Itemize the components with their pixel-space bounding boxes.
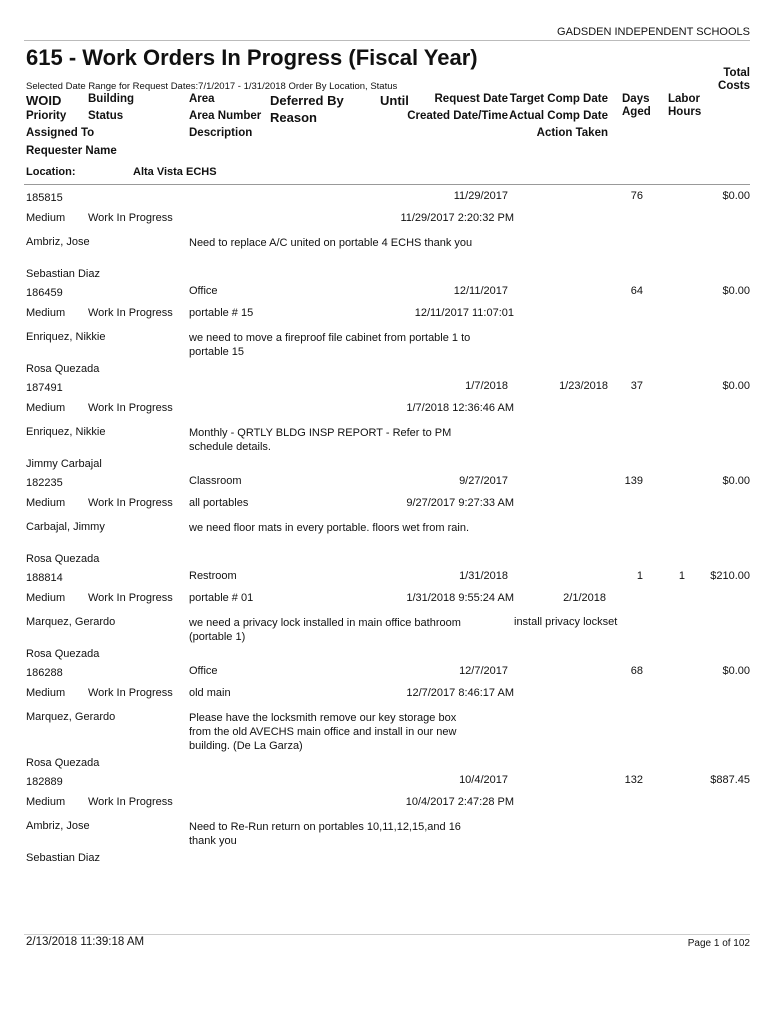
col-total-costs-1: Total	[723, 67, 750, 79]
status: Work In Progress	[88, 402, 173, 414]
description: Please have the locksmith remove our key storage box from the old AVECHS main office and install in our new building. (De La Garza)	[189, 712, 457, 752]
col-labor-hours-1: Labor	[668, 93, 700, 105]
footer-divider	[24, 934, 750, 935]
days-aged: 64	[630, 285, 643, 297]
assigned-to: Ambriz, Jose	[26, 236, 90, 248]
assigned-to: Enriquez, Nikkie	[26, 331, 106, 343]
col-assigned-to: Assigned To	[26, 127, 95, 139]
status: Work In Progress	[88, 592, 173, 604]
status: Work In Progress	[88, 212, 173, 224]
days-aged: 139	[624, 475, 643, 487]
labor-hours: 1	[678, 570, 685, 582]
area-number: old main	[189, 687, 231, 699]
request-date: 9/27/2017	[459, 475, 508, 487]
col-created-datetime: Created Date/Time	[407, 110, 508, 122]
requester-name: Sebastian Diaz	[26, 852, 100, 864]
woid: 188814	[26, 572, 63, 584]
priority: Medium	[26, 402, 66, 414]
total-costs: $0.00	[722, 665, 750, 677]
priority: Medium	[26, 687, 66, 699]
days-aged: 132	[624, 774, 643, 786]
status: Work In Progress	[88, 687, 173, 699]
requester-name: Jimmy Carbajal	[26, 458, 102, 470]
woid: 182889	[26, 776, 63, 788]
total-costs: $887.45	[710, 774, 750, 786]
col-building: Building	[88, 93, 134, 105]
created-datetime: 1/7/2018 12:36:46 AM	[406, 402, 514, 414]
requester-name: Rosa Quezada	[26, 648, 100, 660]
woid: 187491	[26, 382, 63, 394]
created-datetime: 11/29/2017 2:20:32 PM	[400, 212, 514, 224]
assigned-to: Carbajal, Jimmy	[26, 521, 105, 533]
col-status: Status	[88, 110, 124, 122]
request-date: 12/7/2017	[459, 665, 508, 677]
created-datetime: 12/7/2017 8:46:17 AM	[406, 687, 514, 699]
col-labor-hours-2: Hours	[668, 106, 702, 118]
requester-name: Sebastian Diaz	[26, 268, 100, 280]
record-row	[0, 380, 770, 475]
col-action-taken: Action Taken	[536, 127, 608, 139]
total-costs: $0.00	[722, 380, 750, 392]
total-costs: $210.00	[710, 570, 750, 582]
actual-comp-date: 2/1/2018	[563, 592, 606, 604]
description: we need floor mats in every portable. floors wet from rain.	[189, 522, 470, 534]
created-datetime: 1/31/2018 9:55:24 AM	[406, 592, 514, 604]
area-number: all portables	[189, 497, 249, 509]
days-aged: 1	[636, 570, 643, 582]
assigned-to: Enriquez, Nikkie	[26, 426, 106, 438]
action-taken: install privacy lockset	[514, 616, 618, 628]
col-days-aged-1: Days	[622, 93, 650, 105]
col-request-date: Request Date	[434, 93, 508, 105]
col-description: Description	[189, 127, 253, 139]
report-title: 615 - Work Orders In Progress (Fiscal Year)	[26, 45, 478, 70]
woid: 186288	[26, 667, 63, 679]
record-row	[0, 665, 770, 775]
description: Need to Re-Run return on portables 10,11,12,15,and 16 thank you	[189, 821, 461, 847]
total-costs: $0.00	[722, 285, 750, 297]
area: Classroom	[189, 475, 242, 487]
area-number: portable # 15	[189, 307, 254, 319]
col-reason: Reason	[270, 110, 317, 125]
col-days-aged-2: Aged	[622, 106, 651, 118]
request-date: 1/7/2018	[465, 380, 508, 392]
created-datetime: 12/11/2017 11:07:01	[414, 307, 514, 319]
priority: Medium	[26, 796, 66, 808]
col-priority: Priority	[26, 110, 67, 122]
col-target-comp-date: Target Comp Date	[509, 93, 608, 105]
days-aged: 76	[630, 190, 643, 202]
date-range-text: Selected Date Range for Request Dates:7/1/2017 - 1/31/2018 Order By Location, Status	[26, 81, 398, 92]
col-actual-comp-date: Actual Comp Date	[508, 110, 608, 122]
total-costs: $0.00	[722, 190, 750, 202]
total-costs: $0.00	[722, 475, 750, 487]
header-divider	[24, 40, 750, 41]
priority: Medium	[26, 212, 66, 224]
location-label: Location:	[26, 166, 76, 178]
description: we need a privacy lock installed in main office bathroom (portable 1)	[189, 617, 461, 643]
record-row	[0, 570, 770, 665]
assigned-to: Marquez, Gerardo	[26, 711, 116, 723]
requester-name: Rosa Quezada	[26, 363, 100, 375]
print-datetime: 2/13/2018 11:39:18 AM	[26, 936, 145, 948]
area: Restroom	[189, 570, 237, 582]
record-row	[0, 285, 770, 380]
record-row	[0, 190, 770, 285]
priority: Medium	[26, 497, 66, 509]
page-number: Page 1 of 102	[687, 938, 750, 949]
request-date: 1/31/2018	[459, 570, 508, 582]
area: Office	[189, 665, 218, 677]
location-divider	[24, 184, 750, 185]
col-deferred-by: Deferred By	[270, 93, 344, 108]
request-date: 10/4/2017	[459, 774, 508, 786]
request-date: 12/11/2017	[453, 285, 508, 297]
location-value: Alta Vista ECHS	[133, 166, 217, 178]
col-woid: WOID	[26, 93, 62, 108]
days-aged: 68	[630, 665, 643, 677]
col-total-costs-2: Costs	[718, 80, 750, 92]
requester-name: Rosa Quezada	[26, 553, 100, 565]
priority: Medium	[26, 307, 66, 319]
description: Monthly - QRTLY BLDG INSP REPORT - Refer to PM schedule details.	[189, 427, 452, 453]
organization-name: GADSDEN INDEPENDENT SCHOOLS	[557, 26, 750, 38]
request-date: 11/29/2017	[453, 190, 508, 202]
assigned-to: Marquez, Gerardo	[26, 616, 116, 628]
col-area-number: Area Number	[189, 110, 262, 122]
description: Need to replace A/C united on portable 4 ECHS thank you	[189, 237, 473, 249]
requester-name: Rosa Quezada	[26, 757, 100, 769]
status: Work In Progress	[88, 307, 173, 319]
col-until: Until	[380, 93, 409, 108]
created-datetime: 9/27/2017 9:27:33 AM	[406, 497, 514, 509]
woid: 185815	[26, 192, 63, 204]
woid: 186459	[26, 287, 63, 299]
col-requester-name: Requester Name	[26, 145, 117, 157]
description: we need to move a fireproof file cabinet from portable 1 to portable 15	[189, 332, 471, 358]
record-row	[0, 774, 770, 869]
priority: Medium	[26, 592, 66, 604]
col-area: Area	[189, 93, 215, 105]
area: Office	[189, 285, 218, 297]
created-datetime: 10/4/2017 2:47:28 PM	[405, 796, 514, 808]
area-number: portable # 01	[189, 592, 254, 604]
record-row	[0, 475, 770, 570]
target-comp-date: 1/23/2018	[559, 380, 608, 392]
days-aged: 37	[630, 380, 643, 392]
status: Work In Progress	[88, 497, 173, 509]
status: Work In Progress	[88, 796, 173, 808]
assigned-to: Ambriz, Jose	[26, 820, 90, 832]
woid: 182235	[26, 477, 63, 489]
